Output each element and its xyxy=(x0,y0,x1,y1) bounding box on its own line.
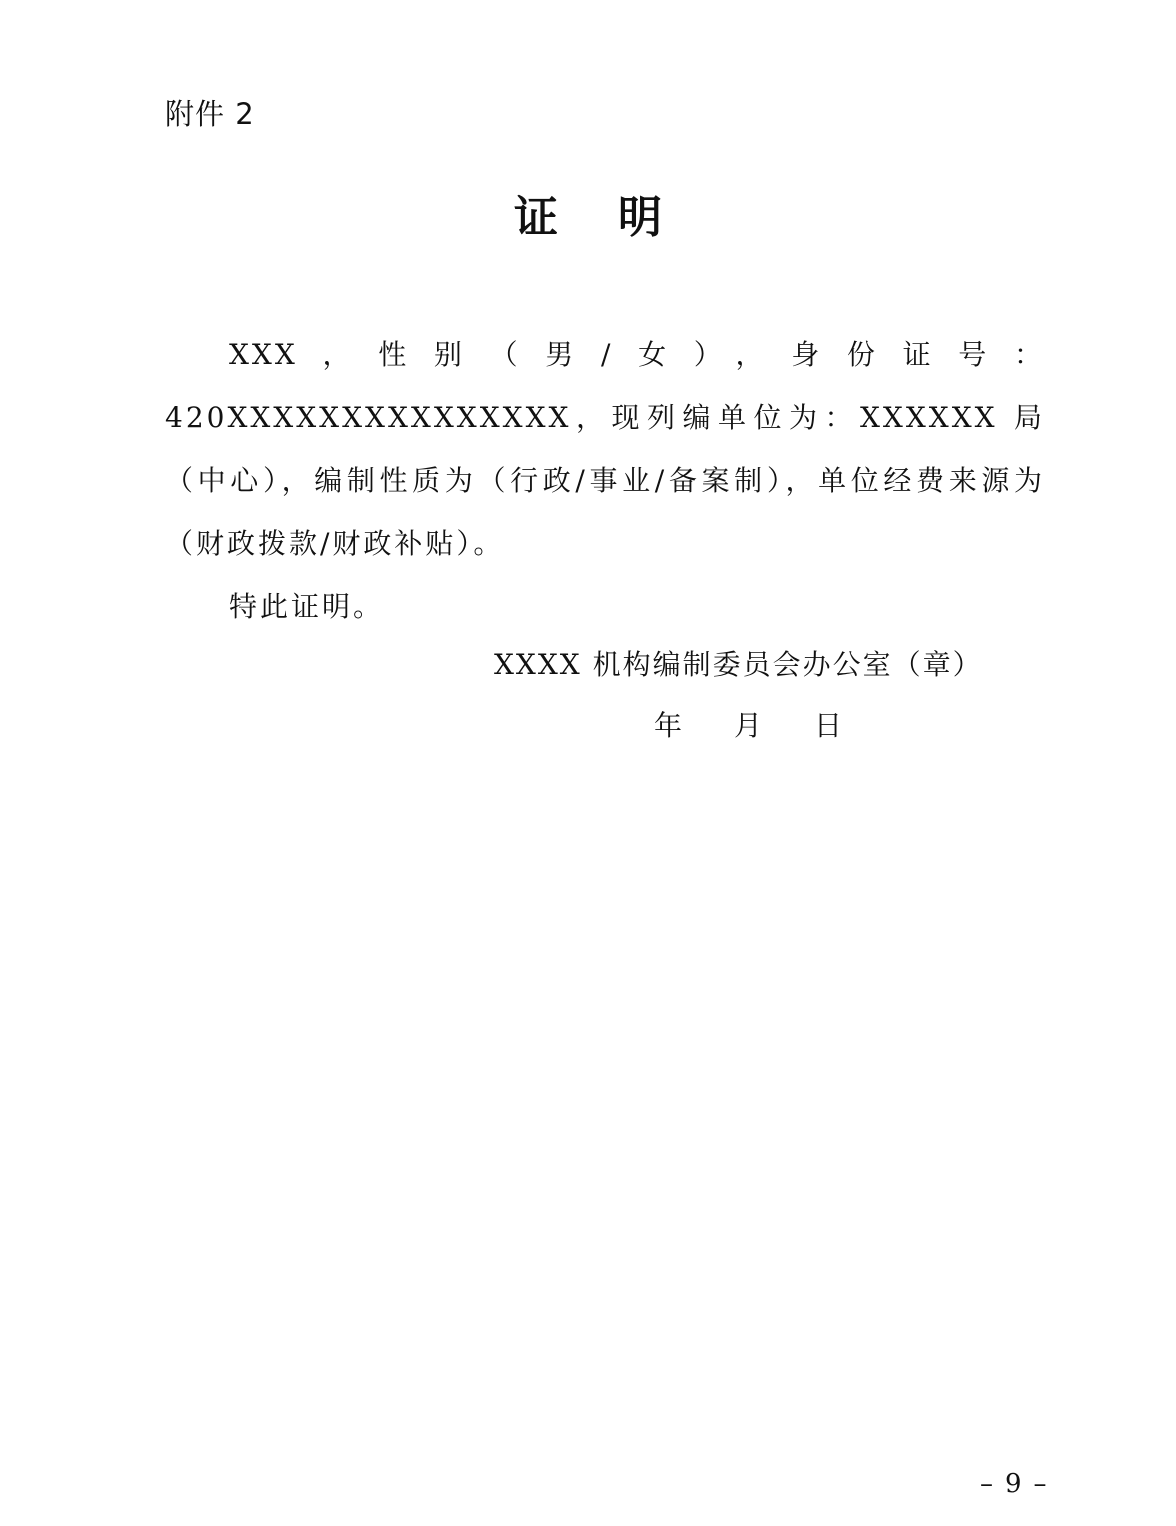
closing-statement: 特此证明。 xyxy=(229,590,385,623)
date-year: 年 xyxy=(654,709,683,742)
date-day: 日 xyxy=(814,709,843,742)
attachment-label: 附件 2 xyxy=(165,97,255,131)
page-number-dash-right: – xyxy=(1033,1469,1047,1499)
document-body xyxy=(165,323,1045,638)
page-number xyxy=(980,1466,1047,1502)
issuer-signature: XXXX 机构编制委员会办公室（章） xyxy=(494,648,983,681)
page-number-dash-left: – xyxy=(980,1469,993,1499)
document-title: 证明 xyxy=(514,192,722,243)
page-number-value: 9 xyxy=(1005,1469,1022,1499)
body-paragraph: XXX，性别（男/女），身份证号：420XXXXXXXXXXXXXXX，现列编单位为：XXXXXX 局（中心），编制性质为（行政/事业/备案制），单位经费来源为（财政拨款/财政补贴）。 xyxy=(165,338,1045,560)
date-month: 月 xyxy=(734,709,763,742)
date-line xyxy=(654,704,842,748)
